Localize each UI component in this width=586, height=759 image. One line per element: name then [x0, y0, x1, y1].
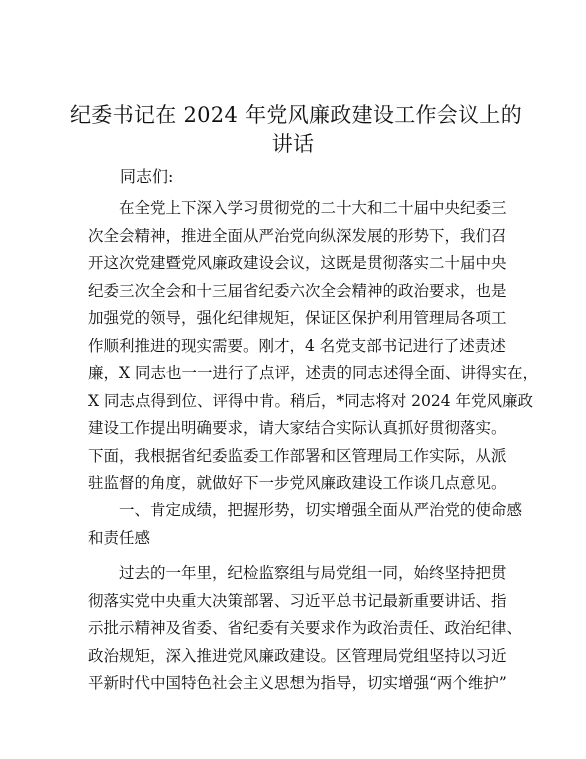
paragraph-review	[88, 560, 523, 698]
paragraph-line: 示批示精神及省委、省纪委有关要求作为政治责任、政治纪律、	[88, 619, 523, 637]
paragraph-line: 纪委三次全会和十三届省纪委六次全会精神的政治要求，也是	[88, 281, 507, 300]
title-line-2: 讲话	[271, 132, 315, 156]
paragraph-line: 作顺利推进的现实需要。刚才，4 名党支部书记进行了述责述	[88, 336, 506, 355]
section-heading-1	[88, 497, 523, 552]
heading-line: 一、肯定成绩，把握形势，切实增强全面从严治党的使命感	[119, 501, 523, 519]
paragraph-line: 政治规矩，深入推进党风廉政建设。区管理局党组坚持以习近	[88, 646, 507, 665]
salutation: 同志们:	[120, 167, 174, 186]
document-title	[70, 101, 522, 159]
paragraph-line: 彻落实党中央重大决策部署、习近平总书记最新重要讲话、指	[88, 591, 507, 610]
heading-line: 和责任感	[88, 528, 151, 547]
paragraph-line: 驻监督的角度，就做好下一步党风廉政建设工作谈几点意见。	[88, 474, 507, 492]
paragraph-line: 开这次党建暨党风廉政建设会议，这既是贯彻落实二十届中央	[88, 254, 507, 272]
paragraph-line: 在全党上下深入学习贯彻党的二十大和二十届中央纪委三	[119, 199, 507, 217]
paragraph-line: 廉，X 同志也一一进行了点评，述责的同志述得全面、讲得实在，	[88, 364, 538, 382]
paragraph-line: X 同志点得到位、评得中肯。稍后，*同志将对 2024 年党风廉政	[88, 391, 534, 410]
paragraph-line: 平新时代中国特色社会主义思想为指导，切实增强“两个维护”	[88, 674, 507, 692]
title-line-1: 纪委书记在 2024 年党风廉政建设工作会议上的	[70, 103, 522, 127]
paragraph-line: 过去的一年里，纪检监察组与局党组一同，始终坚持把贯	[119, 564, 507, 582]
paragraph-intro	[88, 195, 538, 498]
paragraph-line: 建设工作提出明确要求，请大家结合实际认真抓好贯彻落实。	[88, 419, 507, 437]
paragraph-line: 次全会精神，推进全面从严治党向纵深发展的形势下，我们召	[88, 226, 507, 245]
paragraph-line: 下面，我根据省纪委监委工作部署和区管理局工作实际，从派	[88, 446, 507, 465]
paragraph-line: 加强党的领导，强化纪律规矩，保证区保护利用管理局各项工	[88, 309, 507, 327]
